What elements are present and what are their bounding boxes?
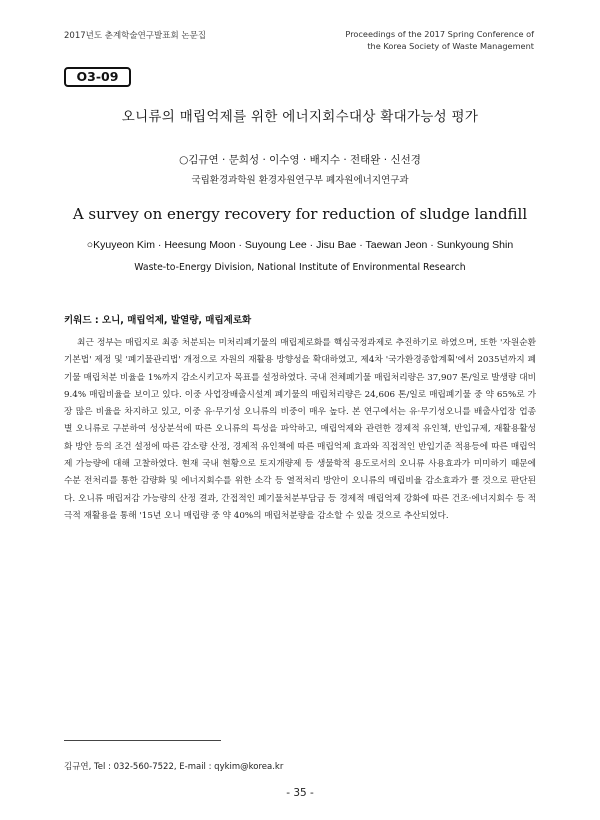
paper-code-badge: O3-09 xyxy=(64,67,131,87)
running-header-right-line1: Proceedings of the 2017 Spring Conference of xyxy=(345,29,534,39)
page-number: - 35 - xyxy=(286,787,314,799)
running-header-right-line2: the Korea Society of Waste Management xyxy=(367,40,534,51)
authors-korean: ○김규연 · 문희성 · 이수영 · 배지수 · 전태완 · 신선경 xyxy=(179,154,421,166)
authors-english: ○Kyuyeon Kim · Heesung Moon · Suyoung Lee · Jisu Bae · Taewan Jeon · Sunkyoung Shin xyxy=(86,239,514,251)
keywords: 키워드 : 오니, 매립억제, 발열량, 매립제로화 xyxy=(64,315,252,326)
corresponding-author-footnote: 김규연, Tel : 032-560-7522, E-mail : qykim@korea.kr xyxy=(64,762,284,772)
paper-title-korean: 오니류의 매립억제를 위한 에너지회수대상 확대가능성 평가 xyxy=(121,109,479,125)
abstract-body: 최근 정부는 매립지로 최종 처분되는 미처리폐기물의 매립제로화를 핵심국정과제로 추진하기로 하였으며, 또한 '자원순환기본법' 제정 및 '폐기물관리법' 개정으로 자원의 재활용 방향성을 확대하였고, 제4차 '국가환경종합계획'에서 2035년까지 폐기물 매립처분 비율을 1%까지 감소시키고자 목표를 설정하였다. 국내 전체폐기물 매립처리량은 37,907 톤/일로 발생량 대비 9.4% 매립비율을 보이고 있다. 이중 사업장배출시설계 폐기물의 매립처리량은 24,606 톤/일로 매립폐기물 중 약 65%로 가장 많은 비율을 차지하고 있고, 이중 유·무기성 오니류의 비중이 매우 높다. 본 연구에서는 유·무기성오니를 배출사업장 업종별 오니류로 구분하여 성상분석에 따른 오니류의 특성을 파악하고, 매립억제와 관련한 경제적 유인책, 반입규제, 재활용활성화 방안 등의 조건 설정에 따른 감소량 산정, 경제적 유인책에 따른 매립억제 효과와 직접적인 반입기준 적용등에 따른 매립억제 가능량에 대해 고찰하였다. 현재 국내 현황으로 토지개량제 등 생물학적 용도로서의 오니류 사용효과가 미미하기 때문에 수분 전처리를 통한 감량화 및 에너지회수를 위한 소각 등 열적처리 방안이 오니류의 매립비율 감소효과가 클 것으로 판단된다. 오니류 매립저감 가능량의 산정 결과, 간접적인 폐기물처분부담금 등 경제적 매립억제 강화에 따른 건조·에너지회수 등 적극적 재활용을 통해 '15년 오니 매립량 중 약 40%의 매립처분량을 감소할 수 있을 것으로 추산되었다. xyxy=(64,338,536,521)
footnote-divider xyxy=(64,740,221,741)
running-header-right xyxy=(294,29,534,52)
paper-title-english: A survey on energy recovery for reduction of sludge landfill xyxy=(72,205,528,223)
affiliation-korean: 국립환경과학원 환경자원연구부 폐자원에너지연구과 xyxy=(191,175,409,186)
running-header-left: 2017년도 춘계학술연구발표회 논문집 xyxy=(64,31,206,41)
affiliation-english: Waste-to-Energy Division, National Institute of Environmental Research xyxy=(134,262,466,273)
